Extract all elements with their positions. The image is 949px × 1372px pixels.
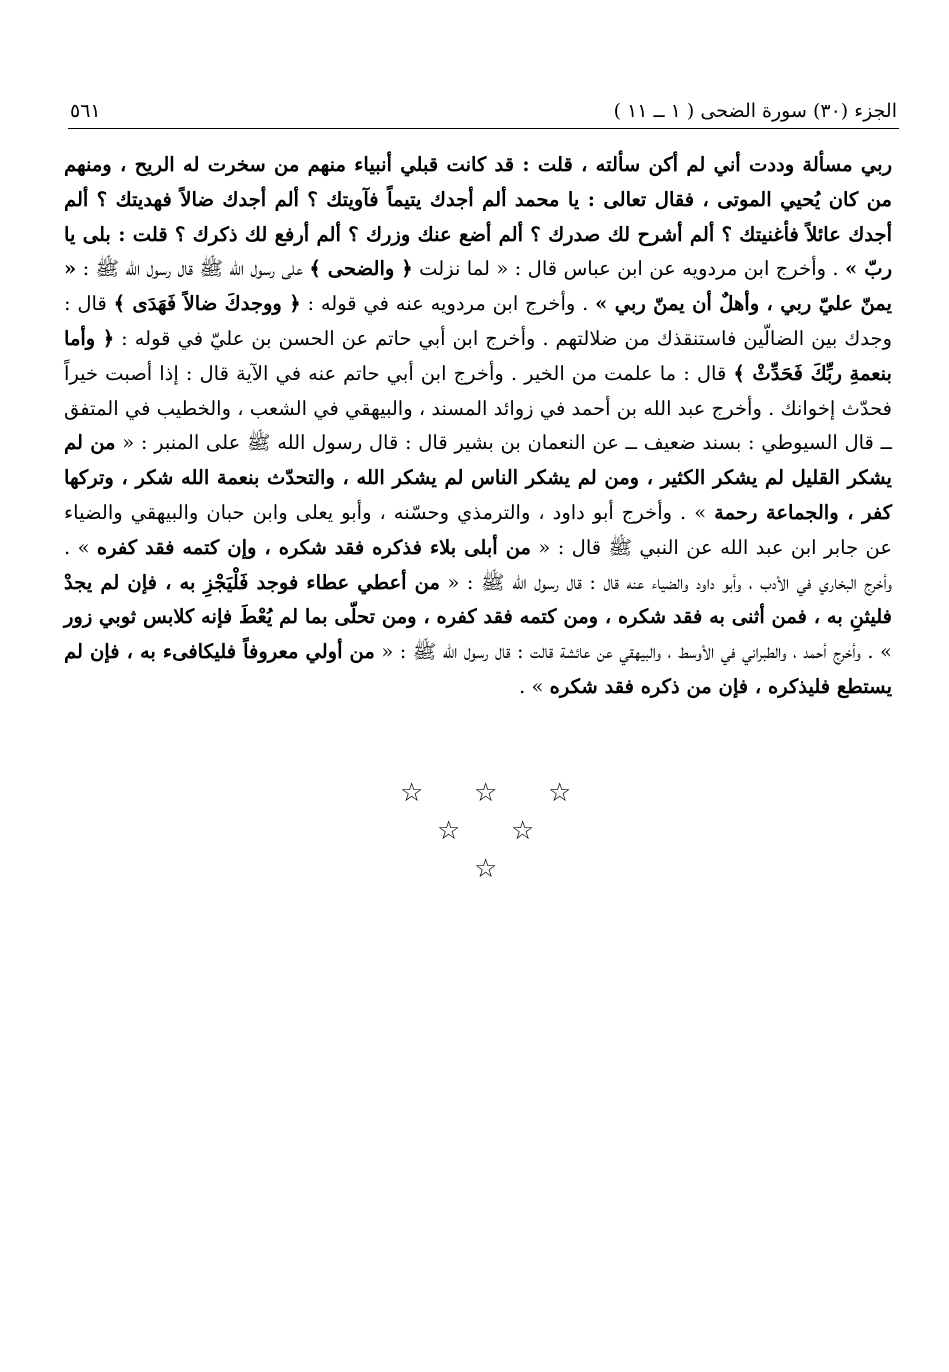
body-text: . وأخرج ابن مردويه عنه في قوله : (300, 292, 596, 316)
hadith-text: من أبلى بلاء فذكره فقد شكره ، وإن كتمه فقد كفره (96, 535, 531, 559)
star-icon: ☆ (511, 816, 535, 846)
quran-verse: ﴿ وأما بنعمةِ ربِّكَ فَحَدِّثْ ﴾ (64, 326, 892, 385)
body-text: . وأخرج ابن مردويه عن ابن عباس قال : « لما نزلت (412, 257, 846, 281)
hadith-text: ربي مسألة وددت أني لم أكن سألته ، قلت : قد كانت قبلي أنبياء منهم من سخرت له الريح ، ومنهم من كان يُحيي الموتى ، فقال تعالى : يا محمد ألم أجدك يتيماً فآويتك ؟ ألم أجدك ضالاً فهديتك ؟ ألم أجدك عائلاً فأغنيتك ؟ ألم أشرح لك صدرك ؟ ألم أضع عنك وزرك ؟ ألم أرفع لك ذكرك ؟ قلت : بلى يا ربّ » (64, 153, 892, 281)
hadith-text: من أولي معروفاً فليكافىء به ، فإن لم يستطع فليذكره ، فإن من ذكره فقد شكره (64, 640, 892, 698)
star-icon: ☆ (474, 854, 498, 884)
star-icon: ☆ (437, 816, 461, 846)
tafsir-paragraph (64, 148, 892, 705)
star-icon: ☆ (400, 778, 424, 808)
body-text: قال : وجدك بين الضالّين فاستنقذك من ضلالتهم . وأخرج ابن أبي حاتم عن الحسن بن عليّ في قوله : (64, 292, 892, 350)
page-body (64, 148, 892, 705)
body-text: » . وأخرج البخاري في الأدب ، وأبو داود والضياء عنه قال : قال رسول الله ﷺ : « (64, 535, 892, 594)
hadith-text: من لم يشكر القليل لم يشكر الكثير ، ومن لم يشكر الناس لم يشكر الله ، والتحدّث بنعمة الله شكر ، وتركها كفر ، والجماعة رحمة (64, 431, 892, 524)
hadith-text: من أعطي عطاء فوجد فَلْيَجْزِ به ، فإن لم يجدْ فليثنِ به ، فمن أثنى به فقد شكره ، ومن كتمه فقد كفره ، ومن تحلّى بما لم يُعْطَ فإنه كلابس ثوبي زور (64, 570, 892, 629)
body-text: » . وأخرج أبو داود ، والترمذي وحسّنه ، وأبو يعلى وابن حبان والبيهقي والضياء عن جابر ابن عبد الله عن النبي ﷺ قال : « (64, 500, 892, 559)
body-text: قال : ما علمت من الخير . وأخرج ابن أبي حاتم عنه في الآية قال : إذا أصبت خيراً فحدّث إخوانك . وأخرج عبد الله بن أحمد في زوائد المسند ، والبيهقي في الشعب ، والخطيب في المتفق ــ قال السيوطي : بسند ضعيف ــ عن النعمان بن بشير قال : قال رسول الله ﷺ على المنبر : « (64, 361, 892, 455)
star-icon: ☆ (548, 778, 572, 808)
page-header (70, 96, 897, 126)
header-rule (68, 128, 899, 129)
running-title: الجزء (٣٠) سورة الضحى ( ١ ــ ١١ ) (613, 100, 897, 122)
body-text: » . وأخرج أحمد ، والطبراني في الأوسط ، والبيهقي عن عائشة قالت : قال رسول الله ﷺ : « (374, 640, 892, 664)
body-text: » . (519, 674, 550, 698)
quran-verse: ﴿ والضحى ﴾ (309, 257, 413, 281)
page-number: ٥٦١ (70, 100, 101, 122)
body-text: على رسول الله ﷺ قال رسول الله ﷺ : (76, 257, 310, 281)
star-icon: ☆ (474, 778, 498, 808)
hadith-text: « يمنّ عليّ ربي ، وأهلٌ أن يمنّ ربي » (64, 257, 892, 316)
quran-verse: ﴿ ووجدكَ ضالاً فَهَدَى ﴾ (113, 292, 301, 316)
